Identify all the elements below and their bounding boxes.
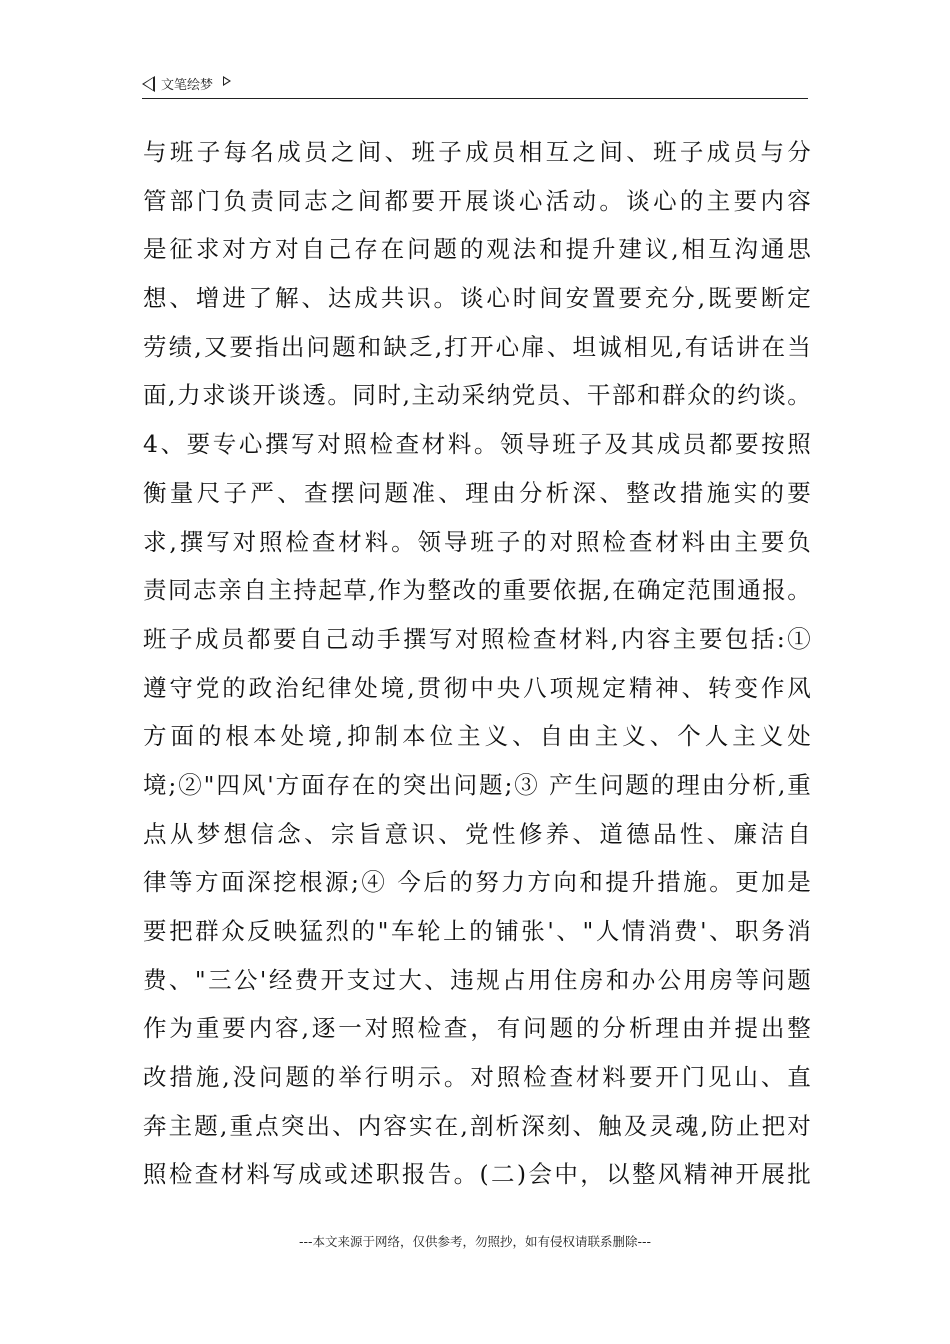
page-header: [142, 72, 808, 99]
text-line: 点从梦想信念、宗旨意识、党性修养、道德品性、廉洁自: [143, 819, 811, 848]
left-triangle-icon: [142, 76, 155, 92]
text-line: 班子成员都要自己动手撰写对照检查材料,内容主要包括:①: [143, 624, 811, 653]
text-line: 责同志亲自主持起草,作为整改的重要依据,在确定范围通报。: [143, 576, 811, 605]
text-line: 管部门负责同志之间都要开展谈心活动。谈心的主要内容: [143, 186, 811, 215]
text-line: 方面的根本处境,抑制本位主义、自由主义、个人主义处: [143, 722, 811, 751]
text-line: 作为重要内容,逐一对照检查，有问题的分析理由并提出整: [143, 1014, 811, 1043]
text-line: 想、增进了解、达成共识。谈心时间安置要充分,既要断定: [143, 284, 811, 313]
page-footer: ---本文来源于网络，仅供参考，勿照抄，如有侵权请联系删除---: [298, 1234, 652, 1249]
document-body: [143, 128, 811, 1199]
text-line: 改措施,没问题的举行明示。对照检查材料要开门见山、直: [143, 1063, 811, 1092]
text-line: 要把群众反映猛烈的"车轮上的铺张'、"人情消费'、职务消: [143, 917, 811, 945]
header-brand-group: [142, 74, 231, 93]
header-brand: 文笔绘梦: [161, 78, 214, 93]
text-line: 4、要专心撰写对照检查材料。领导班子及其成员都要按照: [143, 430, 811, 459]
text-line: 费、"三公'经费开支过大、违规占用住房和办公用房等问题: [143, 965, 811, 994]
text-line: 与班子每名成员之间、班子成员相互之间、班子成员与分: [143, 138, 811, 166]
text-line: 律等方面深挖根源;④ 今后的努力方向和提升措施。更加是: [143, 868, 811, 897]
right-triangle-icon: [223, 76, 231, 86]
text-line: 遵守党的政治纪律处境,贯彻中央八项规定精神、转变作风: [143, 673, 811, 702]
text-line: 面,力求谈开谈透。同时,主动采纳党员、干部和群众的约谈。: [143, 381, 811, 410]
text-line: 奔主题,重点突出、内容实在,剖析深刻、触及灵魂,防止把对: [143, 1111, 811, 1140]
text-line: 求,撰写对照检查材料。领导班子的对照检查材料由主要负: [143, 527, 811, 556]
text-line: 劳绩,又要指出问题和缺乏,打开心扉、坦诚相见,有话讲在当: [143, 332, 811, 361]
text-line: 是征求对方对自己存在问题的观法和提升建议,相互沟通思: [143, 235, 811, 264]
text-line: 境;②"四风'方面存在的突出问题;③ 产生问题的理由分析,重: [143, 770, 811, 799]
text-line: 照检查材料写成或述职报告。(二)会中，以整风精神开展批: [143, 1160, 811, 1189]
text-line: 衡量尺子严、查摆问题准、理由分析深、整改措施实的要: [143, 478, 811, 507]
